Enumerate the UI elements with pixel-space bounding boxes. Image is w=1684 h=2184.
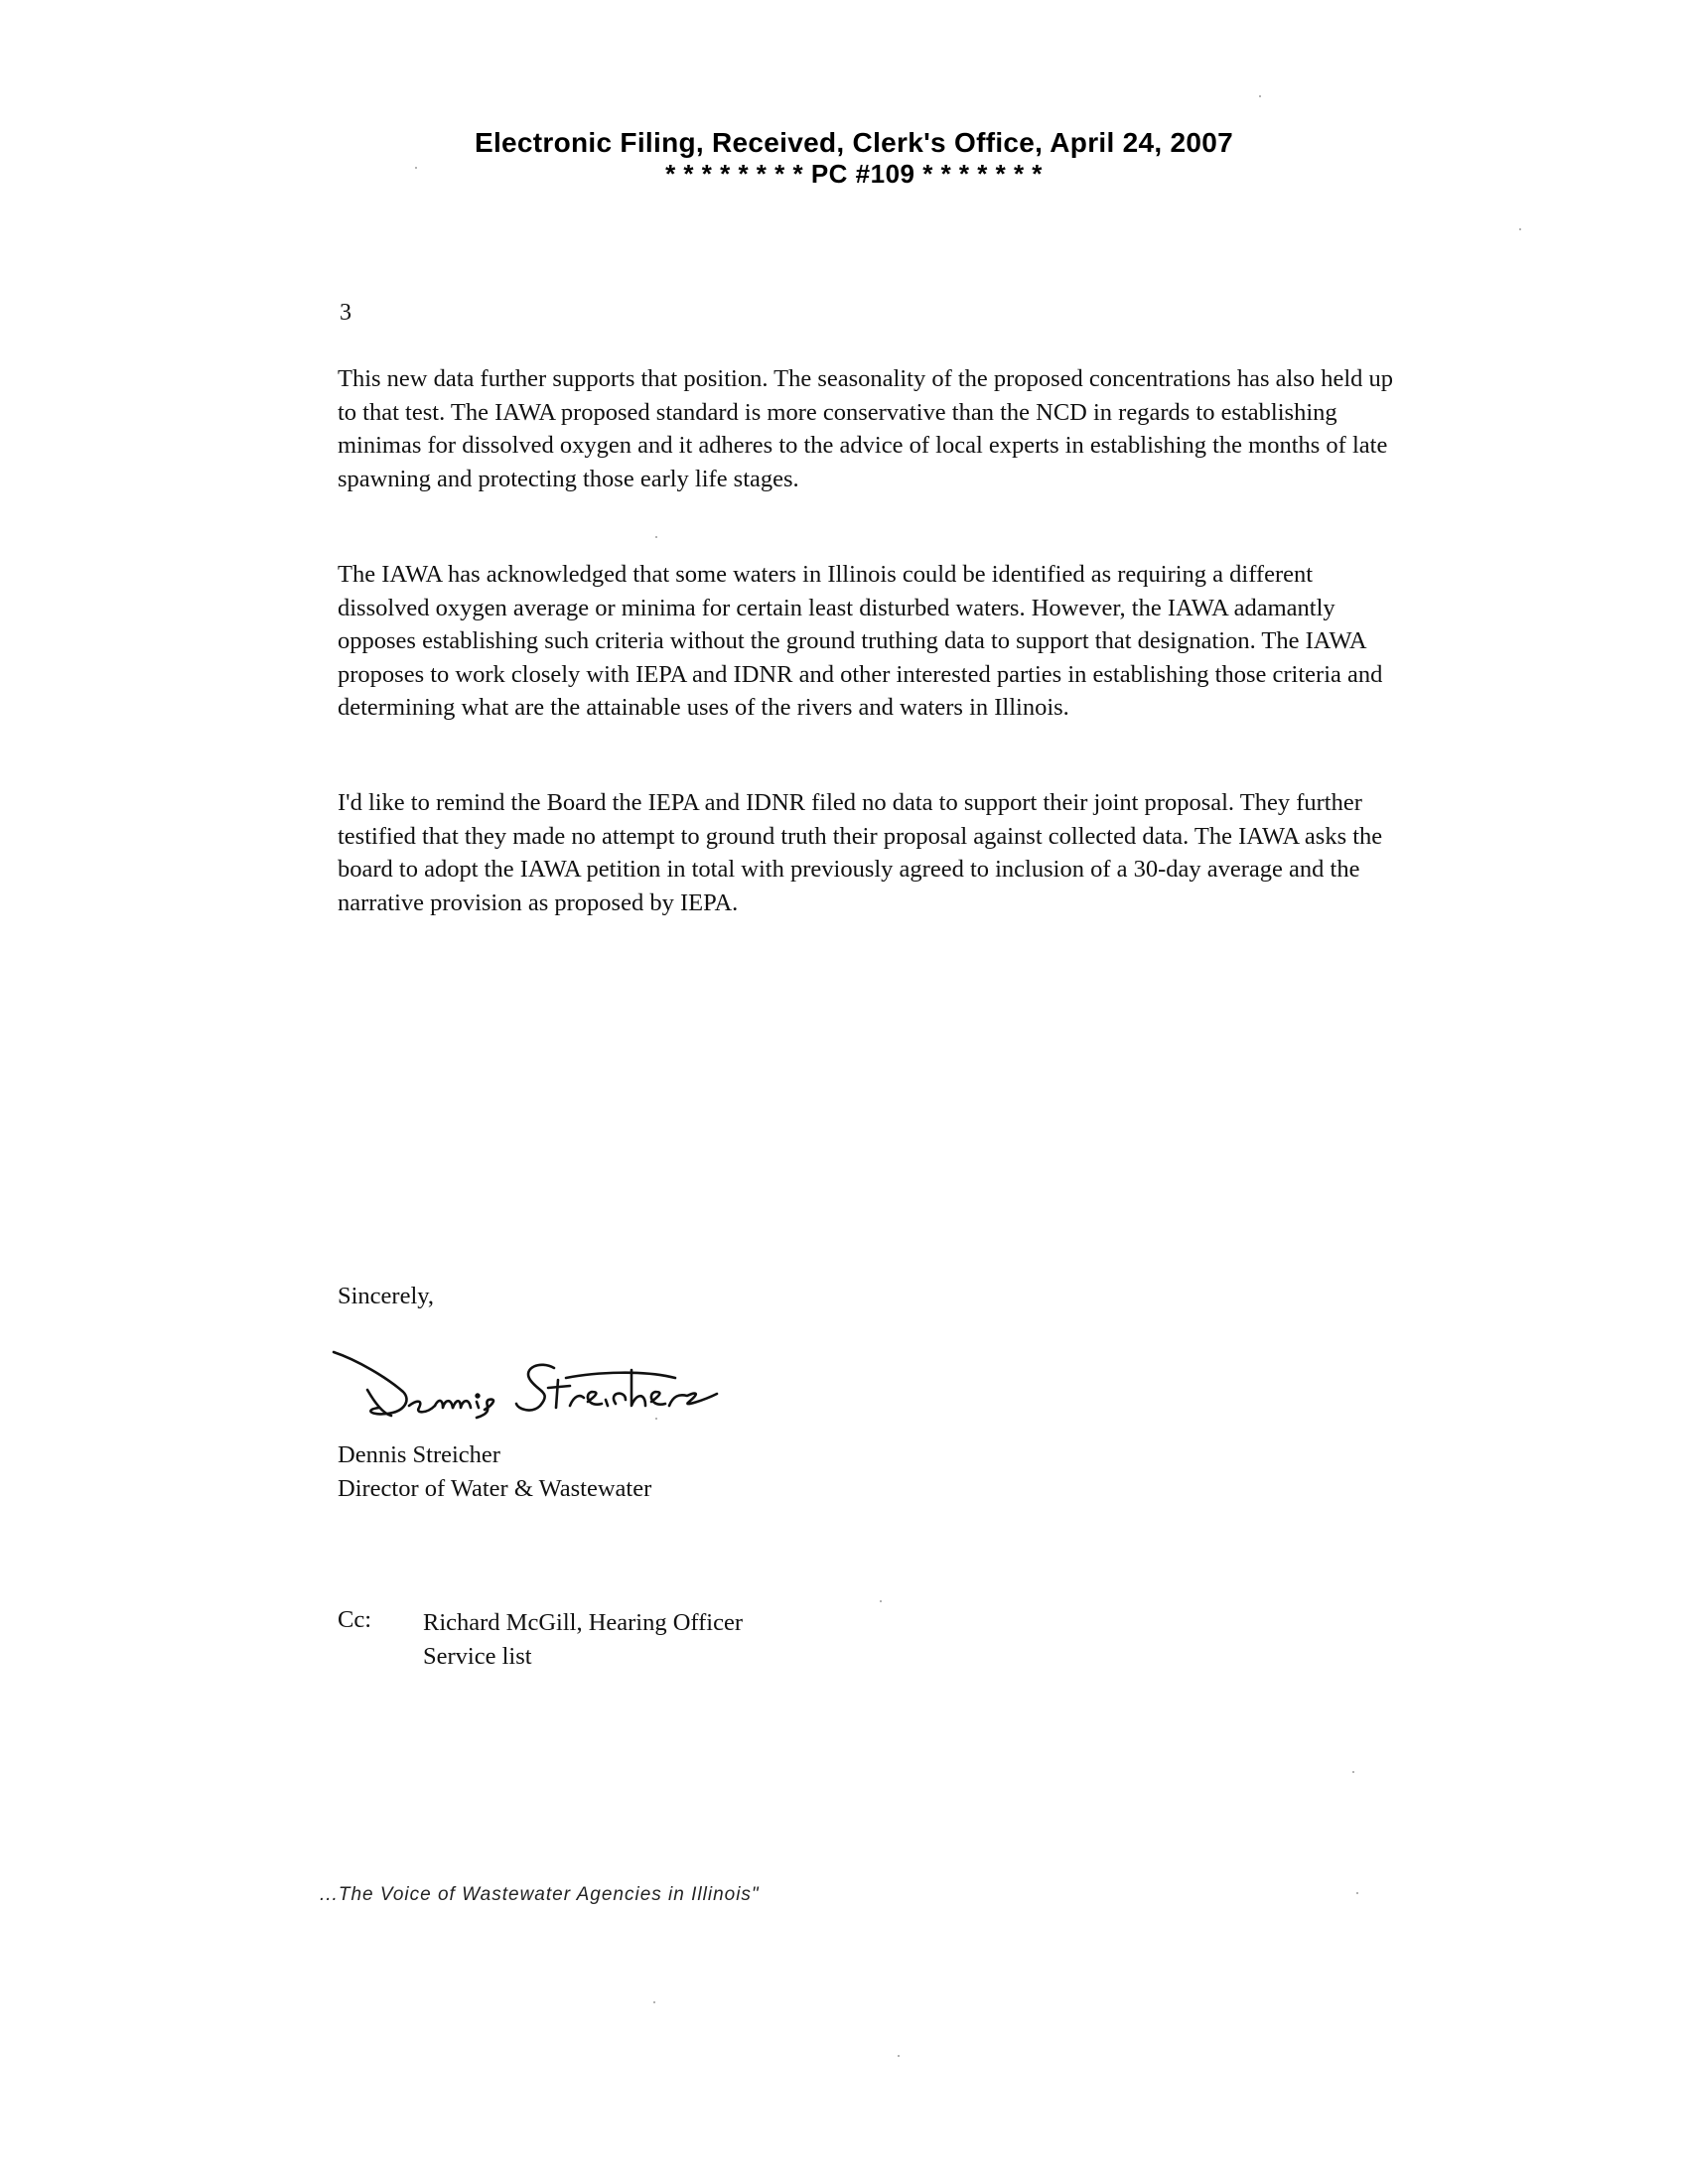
scan-speck [1259, 95, 1261, 97]
pc-number-line: * * * * * * * * PC #109 * * * * * * * [665, 159, 1043, 189]
scan-speck [898, 2055, 900, 2057]
cc-recipients [423, 1606, 743, 1673]
scan-speck [880, 1600, 882, 1602]
signer-name: Dennis Streicher [338, 1441, 500, 1468]
scan-speck [1519, 228, 1521, 230]
scan-speck [1356, 1892, 1358, 1894]
paragraph-1: This new data further supports that position. The seasonality of the proposed concentrations has also held up to that test. The IAWA proposed standard is more conservative than the NCD in regards to establishing minimas for dissolved oxygen and it adheres to the advice of local experts in establishing the months of late spawning and protecting those early life stages. [338, 365, 1394, 492]
paragraph-3: I'd like to remind the Board the IEPA and IDNR filed no data to support their joint proposal. They further testified that they made no attempt to ground truth their proposal against collected data. The IAWA asks the board to adopt the IAWA petition in total with previously agreed to inclusion of a 30-day average and the narrative provision as proposed by IEPA. [338, 789, 1383, 916]
cc-label: Cc: [338, 1606, 372, 1633]
handwritten-signature [328, 1330, 745, 1449]
scan-speck [655, 1418, 657, 1420]
footer-tagline: ...The Voice of Wastewater Agencies in Illinois" [320, 1884, 760, 1905]
cc-recipient-service-list: Service list [423, 1642, 532, 1670]
signer-title: Director of Water & Wastewater [338, 1475, 652, 1502]
scan-speck [655, 536, 657, 538]
paragraph-2: The IAWA has acknowledged that some waters in Illinois could be identified as requiring a different dissolved oxygen average or minima for certain least disturbed waters. However, the IAWA adamantly opposes establishing such criteria without the ground truthing data to support that designation. The IAWA proposes to work closely with IEPA and IDNR and other interested parties in establishing those criteria and determining what are the attainable uses of the rivers and waters in Illinois. [338, 561, 1383, 721]
cc-recipient-hearing-officer: Richard McGill, Hearing Officer [423, 1609, 744, 1636]
closing-salutation: Sincerely, [338, 1283, 435, 1309]
scan-speck [653, 2001, 655, 2003]
scan-speck [415, 167, 417, 169]
scan-speck [1352, 1771, 1354, 1773]
filing-stamp: Electronic Filing, Received, Clerk's Office, April 24, 2007 [474, 127, 1234, 158]
page-number: 3 [340, 300, 351, 326]
